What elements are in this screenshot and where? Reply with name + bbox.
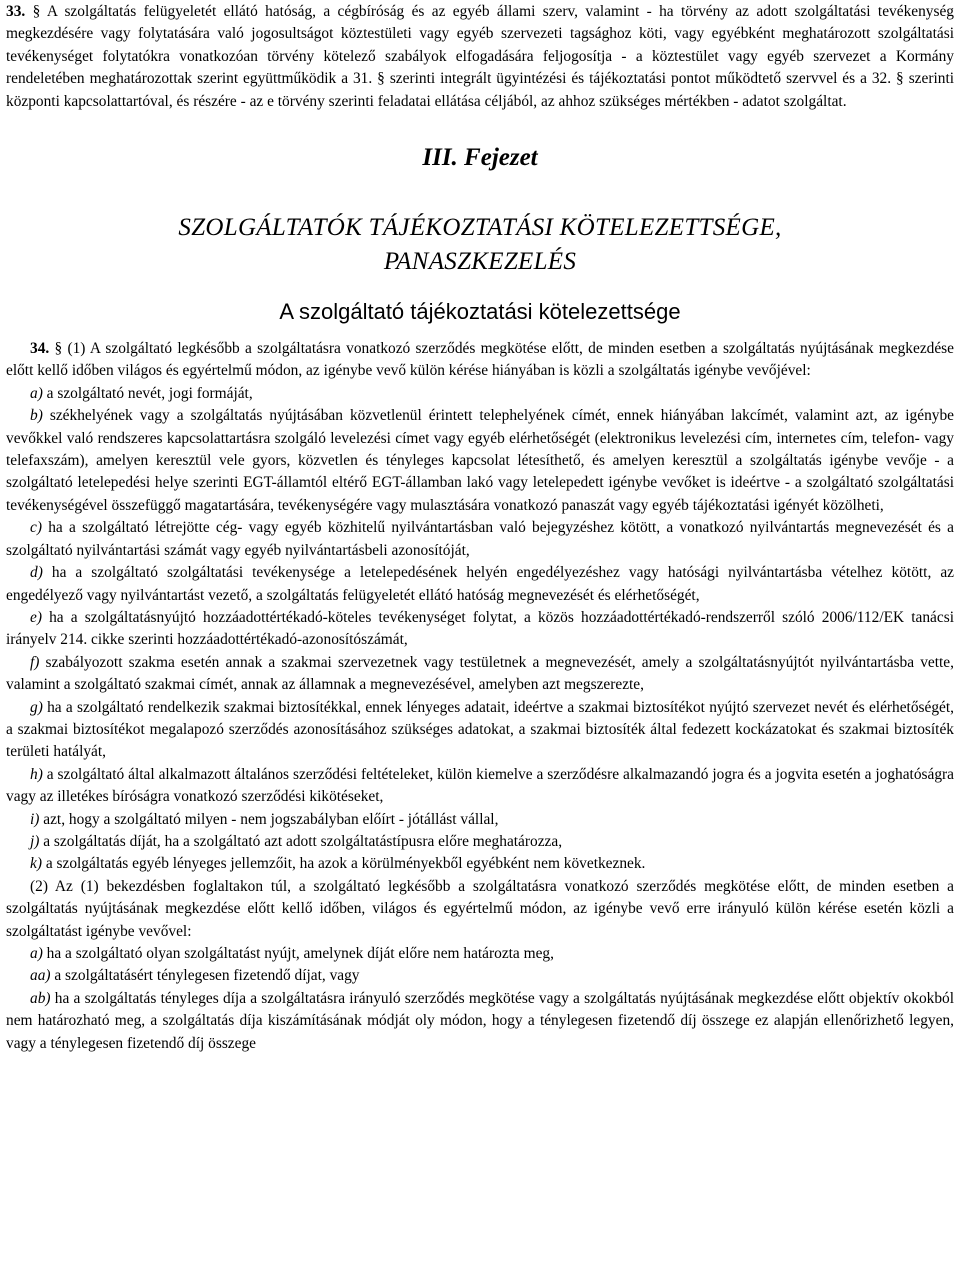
item-label: d) — [30, 564, 43, 582]
item-text: szabályozott szakma esetén annak a szakmai szervezetnek vagy testületnek a megnevezését, amely a szolgáltatásnyújtót nyilvántartásba vette, valamint a szolgáltató szakmai címét, annak az államnak a megnevezésével, amelyben azt megszerezte, — [6, 653, 954, 694]
item-label: k) — [30, 855, 42, 873]
item-label: a) — [30, 384, 43, 402]
item-text: ha a szolgáltatásnyújtó hozzáadottértékadó-köteles tevékenységet folytat, a közös hozzáadottértékadó-rendszerről szóló 2006/112/EK tanácsi irányelv 214. cikke szerinti hozzáadottértékadó-azonosítószámát, — [6, 608, 954, 649]
paragraph-number: 34. — [30, 340, 50, 358]
item-label: c) — [30, 519, 42, 537]
list-item — [6, 943, 954, 965]
item-text: azt, hogy a szolgáltató milyen - nem jogszabályban előírt - jótállást vállal, — [39, 810, 499, 828]
list-item — [6, 607, 954, 652]
item-text: a szolgáltatásért ténylegesen fizetendő díjat, vagy — [50, 967, 360, 985]
item-label: j) — [30, 832, 40, 850]
chapter-number: III. Fejezet — [422, 144, 538, 172]
item-label: f) — [30, 653, 40, 671]
item-text: ha a szolgáltató szolgáltatási tevékenysége a letelepedésének helyén engedélyezéshez vagy hatósági nyilvántartásba vételhez kötött, az engedélyező vagy nyilvántartást vezető, a szolgáltatás felügyeletét ellátó hatóság megnevezését és elérhetőségét, — [6, 564, 954, 604]
item-text: a szolgáltatás díját, ha a szolgáltató azt adott szolgáltatástípusra előre meghatározza, — [39, 832, 563, 850]
list-item — [6, 831, 954, 853]
section-title: A szolgáltató tájékoztatási kötelezettsége — [279, 299, 681, 325]
item-label: ab) — [30, 989, 51, 1007]
item-label: a) — [30, 945, 43, 962]
item-text: a szolgáltatás egyéb lényeges jellemzőit, ha azok a körülményekből egyébként nem következnek. — [41, 855, 646, 873]
item-label: b) — [30, 407, 43, 425]
paragraph-text: § (1) A szolgáltató legkésőbb a szolgáltatásra vonatkozó szerződés megkötése előtt, de minden esetben a szolgáltatás nyújtásának megkezdése előtt kellő időben világos és egyértelmű módon, az igénybe vevő külön kérése hiányában is közli a szolgáltatás igénybe vevőjével: — [6, 340, 954, 380]
list-item — [6, 988, 954, 1055]
paragraph-number: 33. — [6, 3, 26, 20]
list-item — [6, 764, 954, 809]
item-label: h) — [30, 765, 43, 783]
item-text: székhelyének vagy a szolgáltatás nyújtásában közvetlenül érintett telephelyének címét, ennek hiányában lakcímét, valamint azt, az igénybe vevőkkel való rendszeres kapcsolattartásra szolgáló levelezési címet vagy egyéb elérhetőségét (elektronikus levelezési cím, internetes cím, telefon- vagy telefaxszám), amelyen keresztül vele gyors, közvetlen és tényleges kapcsolat létesíthető, és amelyen keresztül a szolgáltatás igénybe vevője - a szolgáltató letelepedési helye szerinti EGT-államtól eltérő EGT-államban lakó vagy letelepedett igénybe vevőket is ideértve - a szolgáltató szolgáltatási tevékenységével összefüggő magatartására, tevékenységére vagy mulasztására vonatkozó panaszát vagy egyéb tájékoztatási igényét közölheti, — [6, 407, 954, 514]
paragraph-33 — [6, 0, 954, 113]
item-text: ha a szolgáltató létrejötte cég- vagy egyéb közhitelű nyilvántartásban való bejegyzéshez kötött, a vonatkozó nyilvántartás megnevezését és a szolgáltató nyilvántartási számát vagy egyéb nyilvántartásbeli azonosítóját, — [6, 519, 954, 559]
item-text: a szolgáltató nevét, jogi formáját, — [42, 384, 253, 402]
item-label: i) — [30, 810, 40, 828]
list-item — [6, 405, 954, 517]
list-item — [6, 562, 954, 607]
list-item — [6, 652, 954, 697]
list-item — [6, 517, 954, 562]
chapter-title — [6, 211, 954, 279]
chapter-title-line-2: PANASZKEZELÉS — [383, 248, 577, 276]
item-text: ha a szolgáltató olyan szolgáltatást nyújt, amelynek díját előre nem határozta meg, — [42, 945, 554, 962]
paragraph-34-2: (2) Az (1) bekezdésben foglaltakon túl, a szolgáltató legkésőbb a szolgáltatásra vonatkozó szerződés megkötése előtt, de minden esetben a szolgáltatás nyújtásának megkezdése előtt kellő időben, világos és egyértelmű módon, az igénybe vevő erre irányuló külön kérése esetén közli a szolgáltatást igénybe vevővel: — [6, 877, 954, 940]
item-text: ha a szolgáltatás tényleges díja a szolgáltatásra irányuló szerződés megkötése vagy a szolgáltatás nyújtásának megkezdése előtt objektív okokból nem határozható meg, a szolgáltatás díja kiszámításának módját oly módon, hogy a ténylegesen fizetendő díj összege ez alapján ellenőrizhető legyen, vagy a ténylegesen fizetendő díj összege — [6, 989, 954, 1052]
paragraph-34 — [6, 338, 954, 383]
item-text: a szolgáltató által alkalmazott általános szerződési feltételeket, külön kiemelve a szerződésre alkalmazandó jogra és a jogvita esetén a joghatóságra vagy az illetékes bíróságra vonatkozó szerződési kikötéseket, — [6, 765, 954, 806]
paragraph-text: § A szolgáltatás felügyeletét ellátó hatóság, a cégbíróság és az egyéb állami szerv, valamint - ha törvény az adott szolgáltatási tevékenység megkezdésére vagy folytatására való jogosultságot köztestületi vagy egyéb szervezeti tagsághoz köti, vagy egyébként meghatározott szolgáltatási tevékenységet folytatókra vonatkozóan törvény kötelező szabályok elfogadására feljogosítja - a köztestület vagy egyéb szervezet a Kormány rendeletében meghatározottak szerint együttműködik a 31. § szerinti integrált ügyintézési és tájékoztatási pontot működtető szervvel és a 32. § szerinti központi kapcsolattartóval, és részére - az e törvény szerinti feladatai ellátása céljából, az ahhoz szükséges mértékben - adatot szolgáltat. — [6, 3, 954, 110]
item-label: aa) — [30, 967, 51, 985]
list-item — [6, 697, 954, 764]
chapter-title-line-1: SZOLGÁLTATÓK TÁJÉKOZTATÁSI KÖTELEZETTSÉGE, — [178, 214, 782, 242]
list-item — [6, 383, 954, 405]
list-item — [6, 965, 954, 987]
item-text: ha a szolgáltató rendelkezik szakmai biztosítékkal, ennek lényeges adatait, ideértve a szakmai biztosítékot nyújtó szervezet nevét és elérhetőségét, a szakmai biztosítékot megalapozó szerződés azonosításához szükséges adatokat, a szakmai biztosíték által fedezett kockázatokat és szakmai biztosíték területi hatályát, — [6, 698, 954, 761]
item-label: g) — [30, 698, 43, 716]
list-item — [6, 853, 954, 875]
list-item — [6, 809, 954, 831]
item-label: e) — [30, 608, 42, 626]
